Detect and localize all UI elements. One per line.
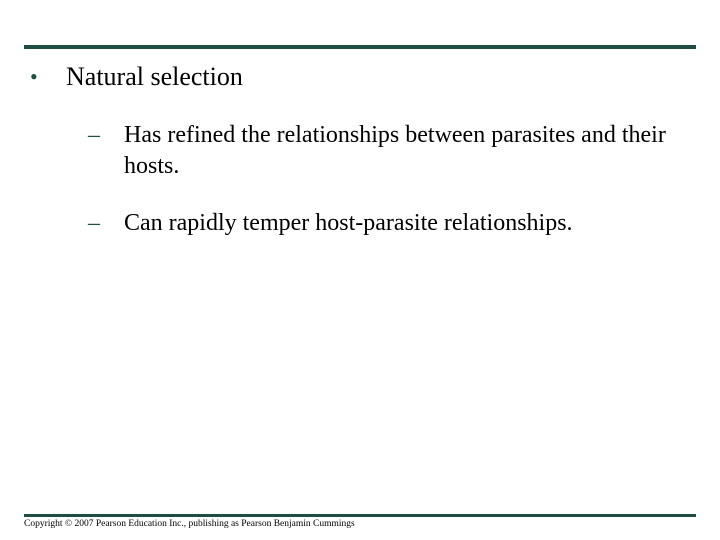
heading-text: Natural selection: [66, 62, 243, 91]
bullet-icon: •: [30, 64, 38, 89]
copyright-notice: Copyright © 2007 Pearson Education Inc., publishing as Pearson Benjamin Cummings: [24, 519, 355, 529]
dash-icon: –: [88, 122, 100, 148]
dash-icon: –: [88, 210, 100, 236]
top-divider: [24, 45, 696, 49]
sub-bullet-text: Has refined the relationships between parasites and their hosts.: [124, 122, 666, 179]
bottom-divider: [24, 514, 696, 517]
sub-bullet-text: Can rapidly temper host-parasite relationships.: [124, 210, 573, 236]
